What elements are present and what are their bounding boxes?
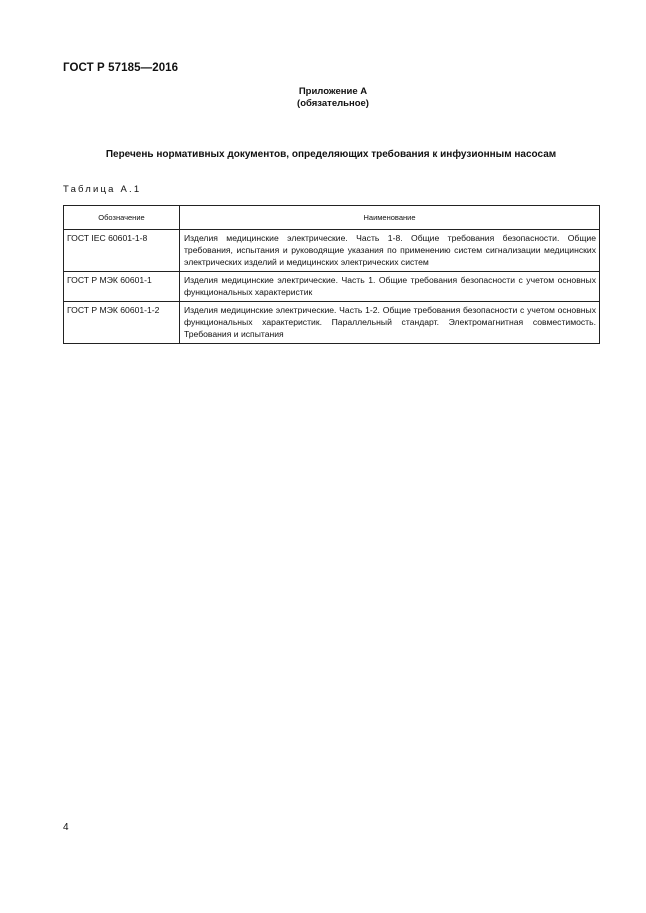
table-row (64, 272, 600, 302)
document-title: Перечень нормативных документов, определяющих требования к инфузионным насосам (105, 149, 557, 160)
cell-designation: ГОСТ Р МЭК 60601-1 (64, 272, 180, 302)
table-row (64, 302, 600, 344)
appendix-heading (0, 86, 646, 110)
normative-documents-table (63, 205, 600, 344)
table-caption: Таблица А.1 (63, 184, 142, 195)
cell-designation: ГОСТ Р МЭК 60601-1-2 (64, 302, 180, 344)
standard-code-header: ГОСТ Р 57185—2016 (63, 62, 179, 74)
cell-designation: ГОСТ IEC 60601-1-8 (64, 230, 180, 272)
table-header-row (64, 206, 600, 230)
cell-name: Изделия медицинские электрические. Часть 1-8. Общие требования безопасности. Общие требования, испытания и руководящие указания по применению систем сигнализации медицинских электрических изделий и медицинских электрических систем (180, 230, 600, 272)
cell-name: Изделия медицинские электрические. Часть 1-2. Общие требования безопасности с учетом основных функциональных характеристик. Параллельный стандарт. Электромагнитная совместимость. Требования и испытания (180, 302, 600, 344)
table-row (64, 230, 600, 272)
cell-name: Изделия медицинские электрические. Часть 1. Общие требования безопасности с учетом основных функциональных характеристик (180, 272, 600, 302)
appendix-status: (обязательное) (297, 98, 369, 109)
page-number: 4 (63, 822, 69, 833)
column-header-designation: Обозначение (64, 206, 180, 230)
column-header-name: Наименование (180, 206, 600, 230)
appendix-title: Приложение А (298, 86, 368, 97)
